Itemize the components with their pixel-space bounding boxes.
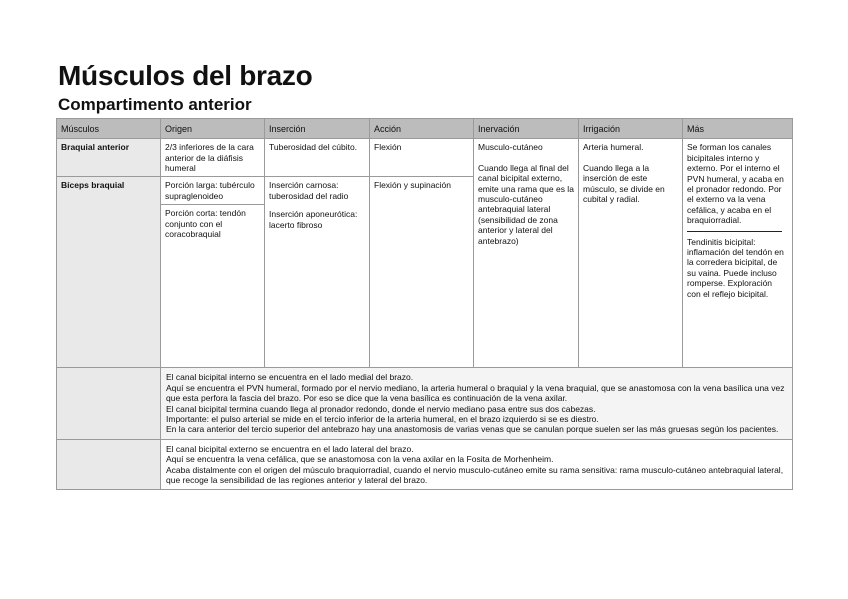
section-subtitle: Compartimento anterior [58, 95, 252, 114]
note-line: Importante: el pulso arterial se mide en el tercio inferior de la arteria humeral, en el brazo izquierdo si se es diestro. [166, 414, 599, 425]
divider [687, 231, 782, 232]
note-canal-externo [161, 439, 793, 490]
mas-cell [683, 139, 793, 368]
note-row-header [57, 439, 161, 490]
mas-tendinitis: Tendinitis bicipital: inflamación del tendón en la corredera bicipital, de su vaina. Puede incluso romperse. Exploración con el reflejo bicipital. [687, 236, 784, 299]
muscles-table [56, 118, 793, 490]
origen-porcion-larga: Porción larga: tubérculo supraglenoideo [165, 180, 255, 201]
note-line: Aquí se encuentra la vena cefálica, que se anastomosa con la vena axilar en la Fosita de Morhenheim. [166, 454, 554, 465]
note-row-header [57, 368, 161, 439]
table-header-row [57, 119, 793, 139]
muscle-name-biceps: Bíceps braquial [57, 177, 161, 368]
note-line: El canal bicipital interno se encuentra en el lado medial del brazo. [166, 372, 414, 383]
table-row [57, 439, 793, 490]
header-accion: Acción [370, 119, 474, 139]
note-line: El canal bicipital externo se encuentra en el lado lateral del brazo. [166, 443, 414, 454]
irrigacion-cell [579, 139, 683, 368]
inervacion-cell [474, 139, 579, 368]
page-title: Músculos del brazo [58, 60, 313, 91]
header-musculos: Músculos [57, 119, 161, 139]
inervacion-nerve: Musculo-cutáneo [478, 142, 543, 153]
irrigacion-artery: Arteria humeral. [583, 142, 644, 153]
biceps-origen [161, 177, 265, 368]
header-mas: Más [683, 119, 793, 139]
table-row [57, 368, 793, 439]
header-irrigacion: Irrigación [579, 119, 683, 139]
header-insercion: Inserción [265, 119, 370, 139]
note-line: Aquí se encuentra el PVN humeral, formado por el nervio mediano, la arteria humeral o braquial y la vena braquial, que se anastomosa con la vena basílica una vez que esta perfora la fascia del brazo. Por eso se dice que la vena basílica es continuación de la vena axilar. [166, 382, 785, 404]
header-origen: Origen [161, 119, 265, 139]
note-line: En la cara anterior del tercio superior del antebrazo hay una anastomosis de varias venas que se canulan porque suelen ser las más gruesas según los pacientes. [166, 424, 779, 435]
irrigacion-detail: Cuando llega a la inserción de este músculo, se divide en cubital y radial. [583, 162, 665, 205]
note-line: Acaba distalmente con el origen del músculo braquiorradial, cuando el nervio musculo-cutáneo emite su rama sensitiva: rama musculo-cutáneo antebraquial lateral, que recoge la sensibilidad de las regiones anterior y lateral del brazo. [166, 464, 784, 486]
header-inervacion: Inervación [474, 119, 579, 139]
braquial-origen: 2/3 inferiores de la cara anterior de la diáfisis humeral [161, 139, 265, 177]
inervacion-detail: Cuando llega al final del canal bicipital externo, emite una rama que es la musculo-cutáneo antebraquial lateral (sensibilidad de zona anterior y lateral del antebrazo) [478, 162, 574, 246]
mas-canales: Se forman los canales bicipitales interno y externo. Por el interno el PVN humeral, y acaba en el pronador redondo. Por el externo va la vena cefálica, y acaba en el braquiorradial. [687, 142, 784, 226]
insercion-carnosa: Inserción carnosa: tuberosidad del radio [269, 180, 349, 201]
biceps-accion: Flexión y supinación [370, 177, 474, 368]
braquial-insercion: Tuberosidad del cúbito. [265, 139, 370, 177]
braquial-accion: Flexión [370, 139, 474, 177]
insercion-aponeurotica: Inserción aponeurótica: lacerto fibroso [269, 209, 358, 230]
origen-porcion-corta: Porción corta: tendón conjunto con el coracobraquial [161, 204, 264, 239]
biceps-insercion [265, 177, 370, 368]
note-canal-interno [161, 368, 793, 439]
table-row [57, 139, 793, 177]
note-line: El canal bicipital termina cuando llega al pronador redondo, donde el nervio mediano pasa entre sus dos cabezas. [166, 403, 596, 414]
muscle-name-braquial: Braquial anterior [57, 139, 161, 177]
